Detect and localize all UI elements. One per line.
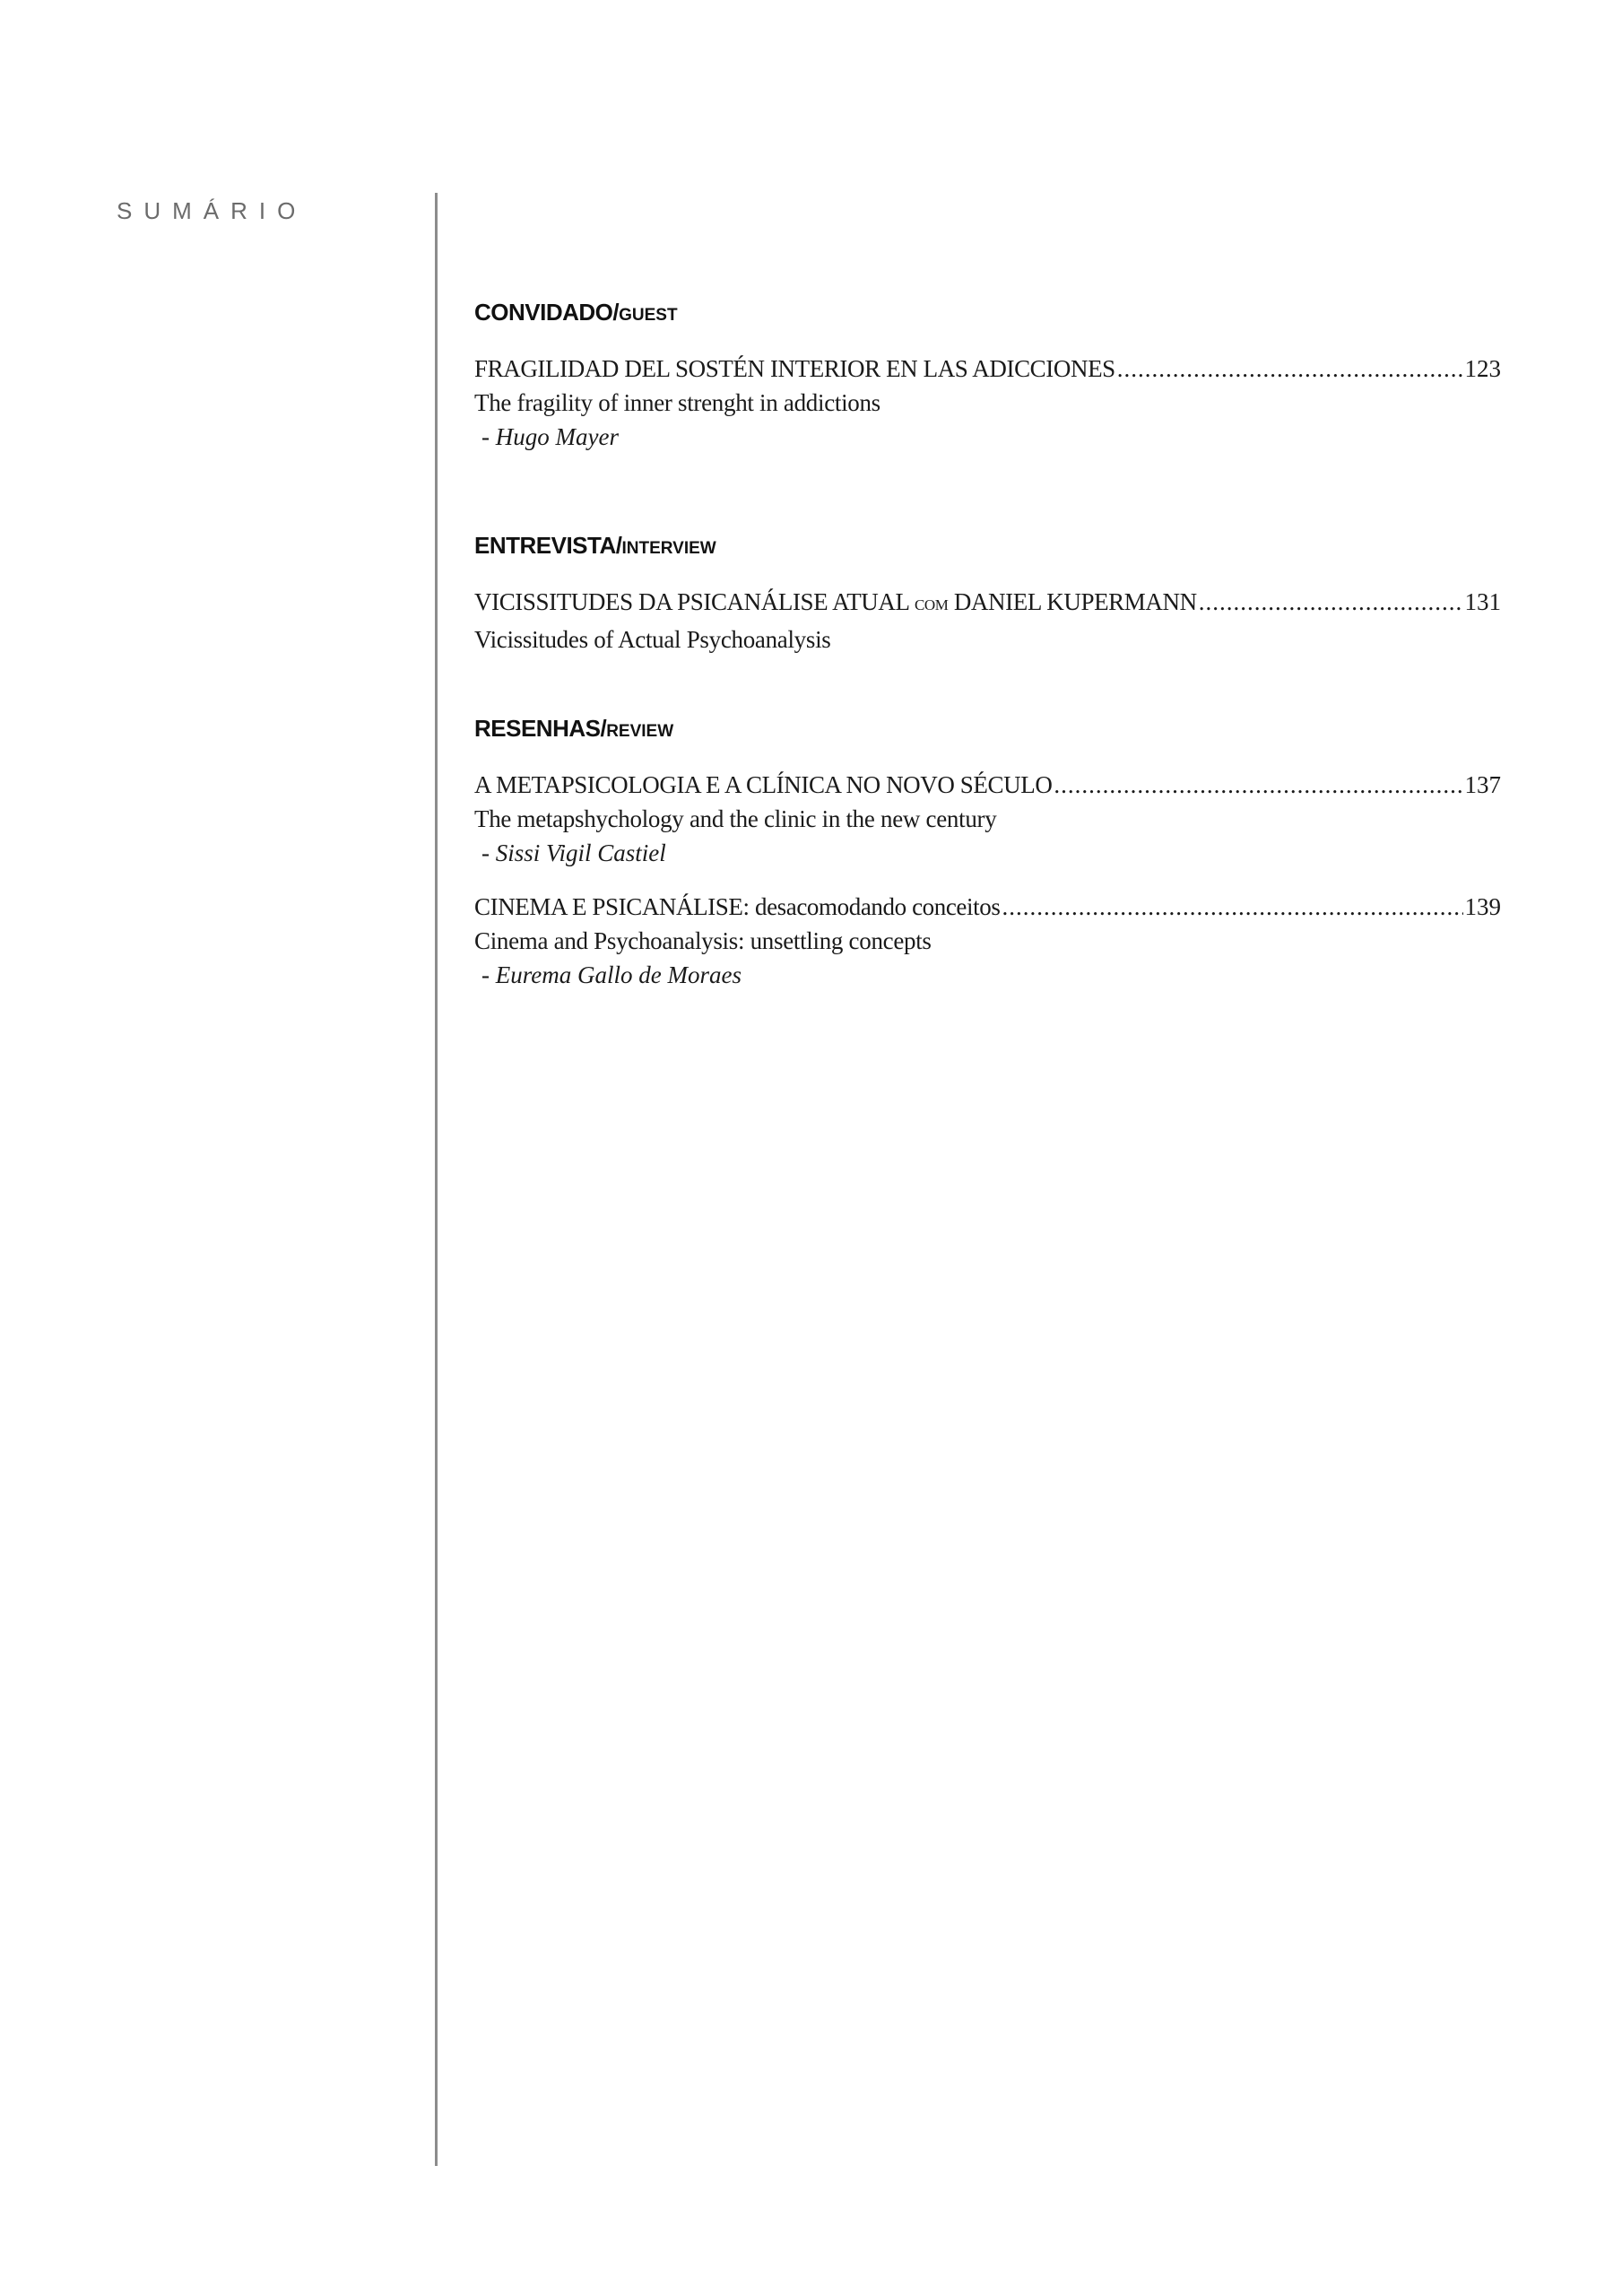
page-number: 131 [1464,588,1501,615]
section-heading-main: CONVIDADO/ [474,299,620,326]
section-heading-sub: REVIEW [606,722,674,741]
entry-subtitle: Cinema and Psychoanalysis: unsettling concepts [474,927,932,954]
entry-title [474,585,1197,622]
entry-title: CINEMA E PSICANÁLISE: desacomodando conceitos [474,893,1001,920]
toc-line [474,352,1501,386]
entry-subtitle: Vicissitudes of Actual Psychoanalysis [474,626,831,653]
dot-leader [1002,890,1462,924]
dot-leader [1199,585,1463,619]
section-heading [474,529,1501,565]
entry-title: FRAGILIDAD DEL SOSTÉN INTERIOR EN LAS ADICCIONES [474,355,1115,382]
section-interview [474,529,1501,657]
section-heading-sub: INTERVIEW [621,539,716,558]
entry-author: - Hugo Mayer [481,423,619,450]
page-number: 137 [1464,771,1501,798]
entry-title-part: DANIEL KUPERMANN [948,588,1197,615]
section-heading [474,296,1501,332]
toc-entry[interactable] [474,768,1501,870]
table-of-contents [474,296,1501,1012]
entry-subtitle: The fragility of inner strenght in addictions [474,389,880,416]
section-heading [474,712,1501,748]
toc-line [474,890,1501,924]
toc-entry[interactable] [474,585,1501,657]
page-number: 139 [1464,893,1501,920]
entry-title: A METAPSICOLOGIA E A CLÍNICA NO NOVO SÉCULO [474,771,1053,798]
toc-line [474,768,1501,802]
section-review [474,712,1501,992]
entry-title-part: VICISSITUDES DA PSICANÁLISE ATUAL [474,588,915,615]
section-heading-main: RESENHAS/ [474,715,607,742]
entry-author: - Sissi Vigil Castiel [481,839,666,866]
section-guest [474,296,1501,454]
toc-entry[interactable] [474,890,1501,992]
entry-title-smallcaps: COM [914,596,949,613]
entry-author: - Eurema Gallo de Moraes [481,961,742,988]
dot-leader [1117,352,1463,386]
section-heading-main: ENTREVISTA/ [474,532,622,559]
toc-entry[interactable] [474,352,1501,454]
vertical-divider [435,193,438,2166]
page-label: SUMÁRIO [117,197,308,224]
section-heading-sub: GUEST [619,306,678,325]
toc-line [474,585,1501,622]
dot-leader [1054,768,1462,802]
page-number: 123 [1464,355,1501,382]
entry-subtitle: The metapshychology and the clinic in the new century [474,805,997,832]
